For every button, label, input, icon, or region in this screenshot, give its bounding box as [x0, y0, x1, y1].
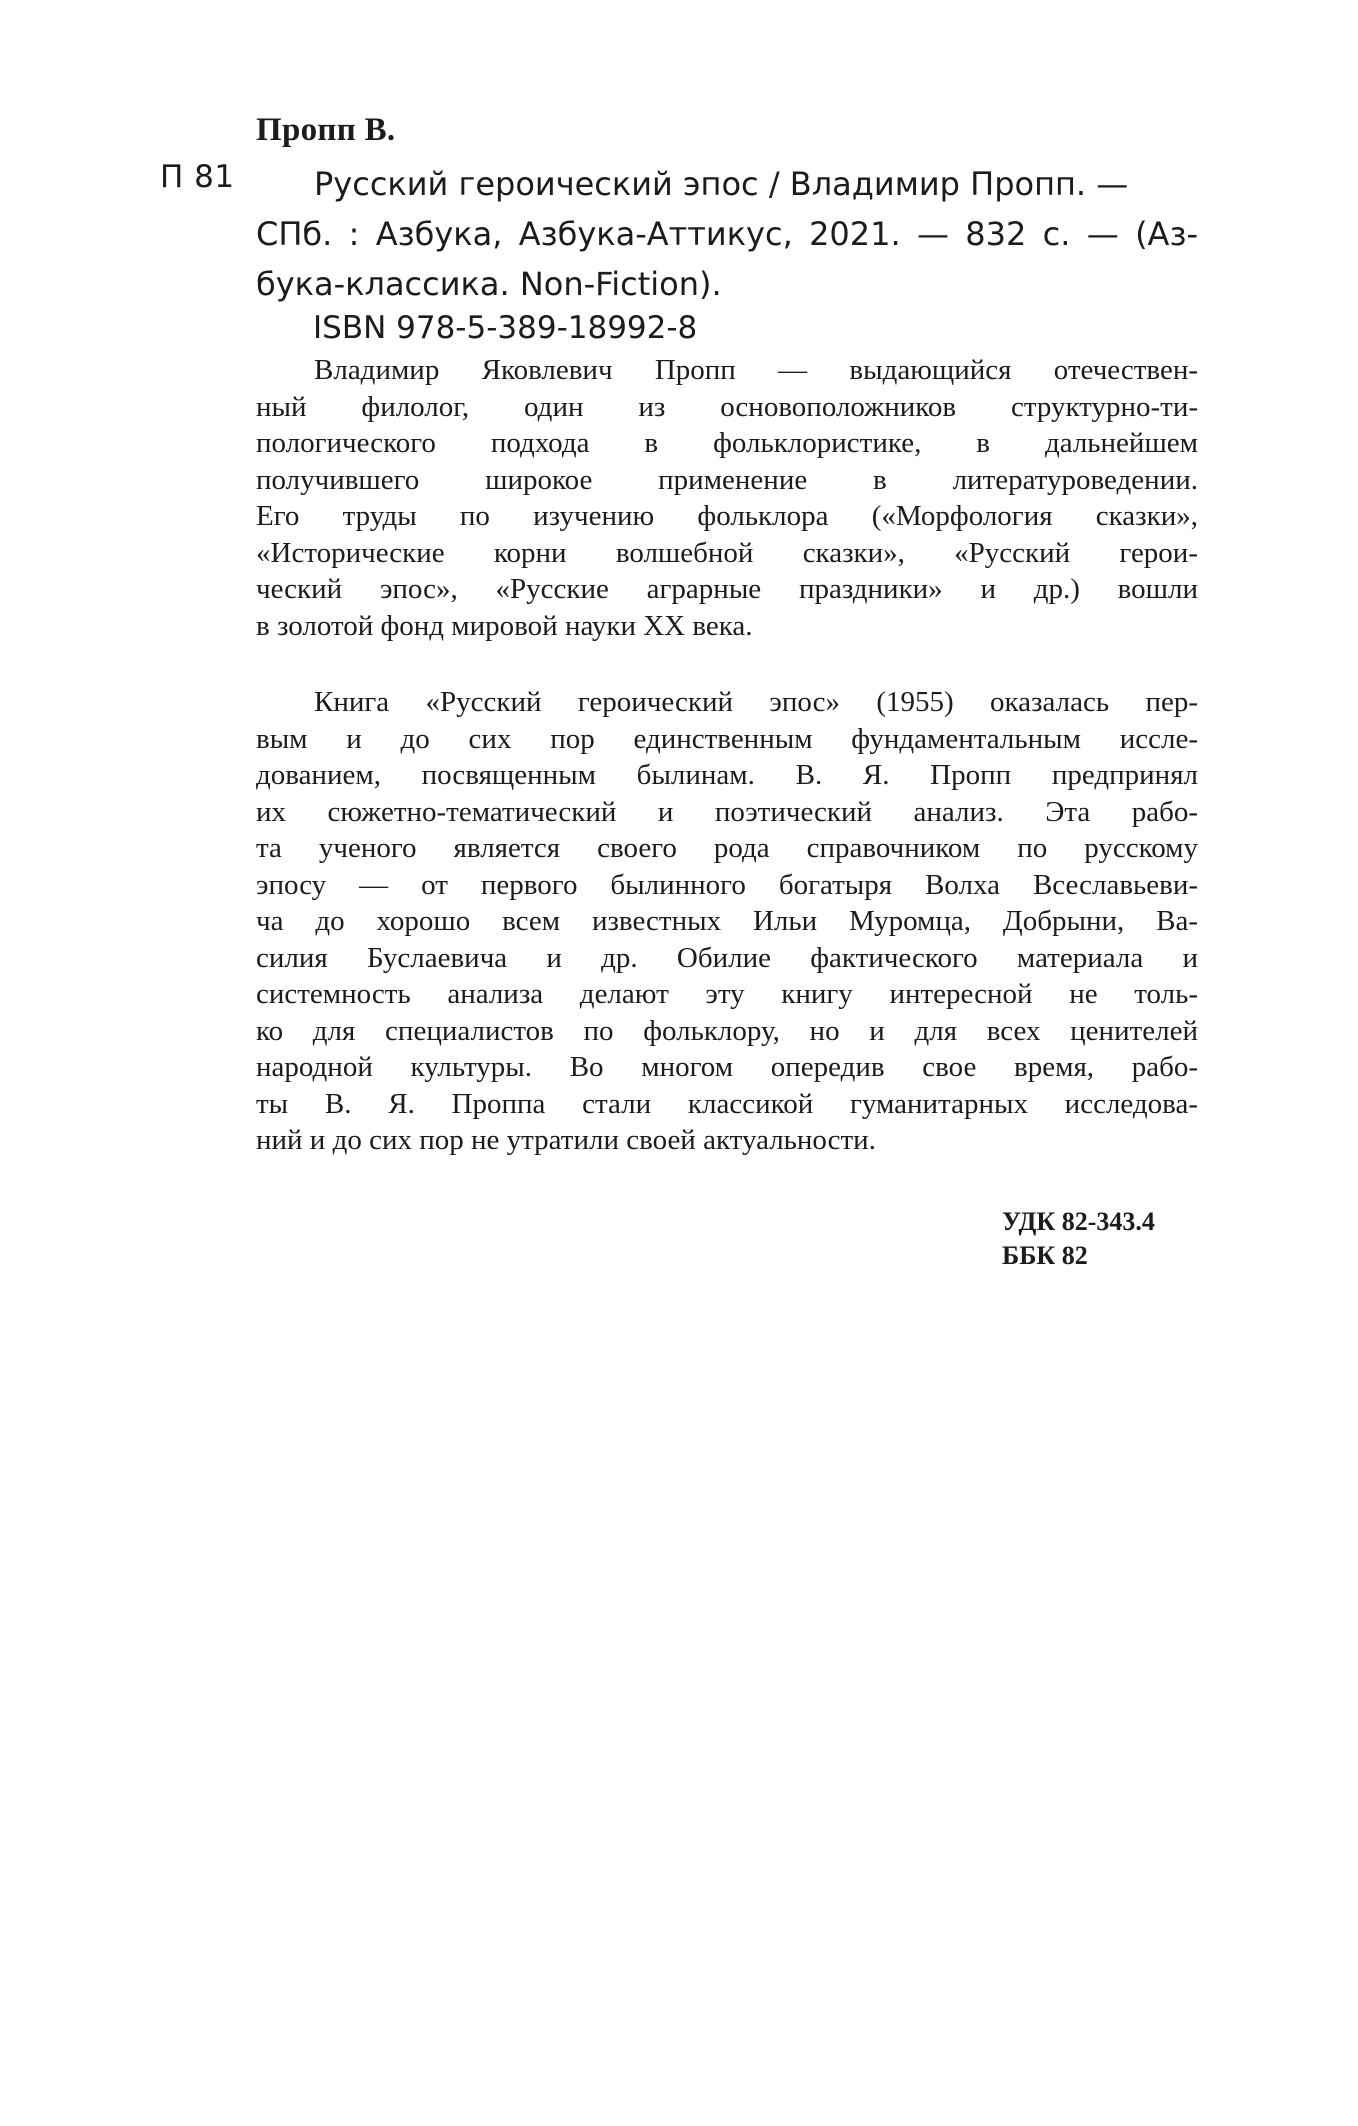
annotation-line: Книга «Русский героический эпос» (1955) оказалась пер- — [314, 686, 1198, 718]
annotation-line: та ученого является своего рода справочником по русскому — [256, 832, 1198, 864]
annotation-line: системность анализа делают эту книгу интересной не толь- — [256, 978, 1198, 1010]
udc-code: УДК 82-343.4 — [1002, 1207, 1155, 1236]
annotation-line: в золотой фонд мировой науки XX века. — [256, 609, 753, 642]
annotation-line: эпосу — от первого былинного богатыря Волха Всеславьеви- — [256, 868, 1198, 901]
bibliographic-description — [256, 159, 1198, 309]
annotation-line: силия Буслаевича и др. Обилие фактического материала и — [256, 941, 1198, 974]
annotation-line: Его труды по изучению фольклора («Морфология сказки», — [256, 500, 1198, 532]
annotation-line: ческий эпос», «Русские аграрные праздники» и др.) вошли — [256, 573, 1198, 605]
imprint-line: СПб. : Азбука, Азбука-Аттикус, 2021. — 832 с. — (Аз- — [256, 215, 1198, 253]
annotation-line: ний и до сих пор не утратили своей актуальности. — [256, 1124, 876, 1156]
annotation-line: народной культуры. Во многом опередив свое время, рабо- — [256, 1051, 1198, 1083]
annotation-paragraph-2 — [256, 684, 1198, 1159]
annotation-line: ты В. Я. Проппа стали классикой гуманитарных исследова- — [256, 1087, 1198, 1120]
annotation-line: ный филолог, один из основоположников структурно-ти- — [256, 390, 1198, 423]
annotation-line: пологического подхода в фольклористике, в дальнейшем — [256, 427, 1198, 459]
annotation-line: «Исторические корни волшебной сказки», «Русский герои- — [256, 536, 1198, 569]
author-heading: Пропп В. — [256, 112, 396, 148]
series-line: бука-классика. Non-Fiction). — [256, 265, 722, 303]
annotation-line: получившего широкое применение в литературоведении. — [256, 463, 1198, 496]
title-line: Русский героический эпос / Владимир Пропп. — — [314, 165, 1129, 203]
author-sign-index: П 81 — [160, 159, 235, 195]
isbn: ISBN 978-5-389-18992-8 — [313, 310, 698, 346]
annotation-line: ча до хорошо всем известных Ильи Муромца, Добрыни, Ва- — [256, 905, 1198, 937]
classification-codes — [1002, 1205, 1155, 1273]
annotation-line: вым и до сих пор единственным фундаментальным иссле- — [256, 722, 1198, 755]
bbk-code: ББК 82 — [1002, 1241, 1088, 1270]
annotation-paragraph-1 — [256, 352, 1198, 644]
annotation-line: Владимир Яковлевич Пропп — выдающийся отечествен- — [314, 354, 1198, 386]
annotation-line: их сюжетно-тематический и поэтический анализ. Эта рабо- — [256, 795, 1198, 828]
annotation-line: дованием, посвященным былинам. В. Я. Пропп предпринял — [256, 759, 1198, 791]
annotation-line: ко для специалистов по фольклору, но и для всех ценителей — [256, 1014, 1198, 1047]
